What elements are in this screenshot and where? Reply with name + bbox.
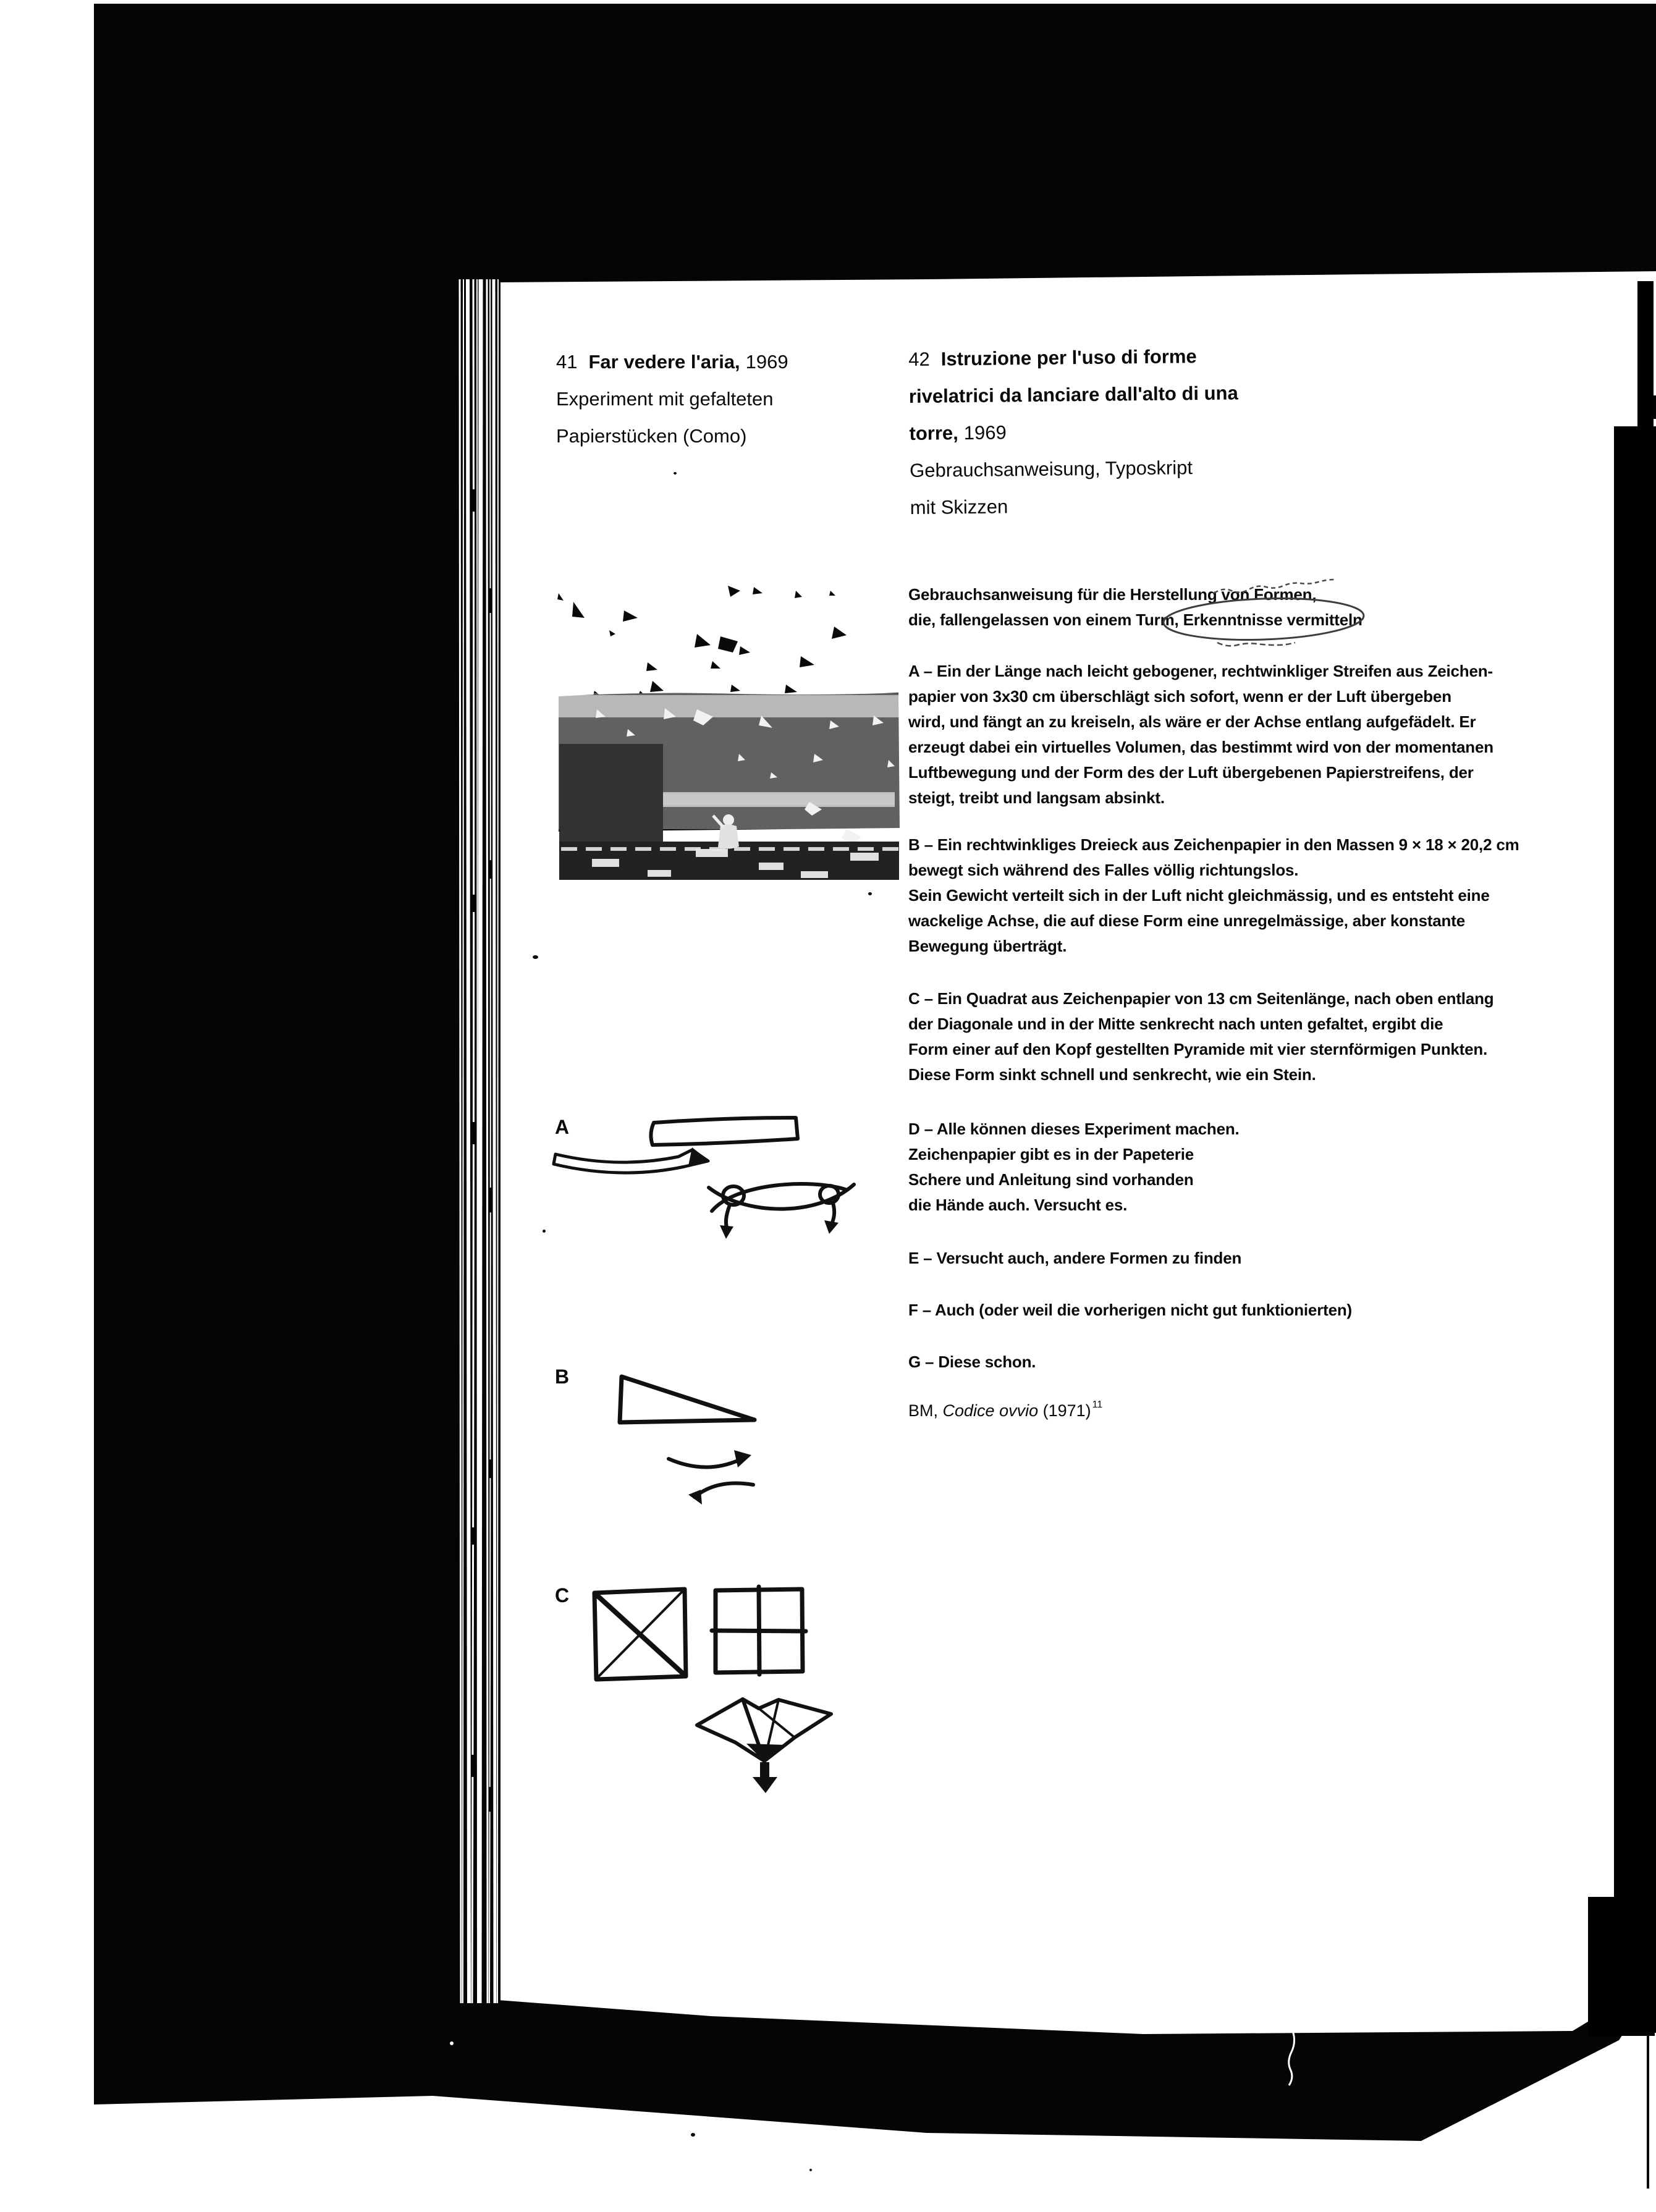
citation-footnote: 11 xyxy=(1092,1399,1103,1410)
paragraph-c-line: der Diagonale und in der Mitte senkrecht nach unten gefaltet, ergibt die xyxy=(908,1015,1443,1033)
paragraph-b xyxy=(908,832,1519,959)
citation xyxy=(908,1401,1101,1420)
paragraph-g: G – Diese schon. xyxy=(908,1353,1036,1371)
heading-line1: Gebrauchsanweisung für die Herstellung von Formen, xyxy=(908,585,1317,604)
photo-far-vedere-laria xyxy=(555,570,903,882)
scan-speck xyxy=(809,2169,812,2171)
stone-wall-left xyxy=(559,744,663,853)
caption-41-title: Far vedere l'aria, xyxy=(588,351,740,373)
scan-speck xyxy=(674,472,677,475)
caption-41-line1 xyxy=(556,344,788,381)
paragraph-d-line: Schere und Anleitung sind vorhanden xyxy=(908,1170,1194,1189)
caption-42-title-line1: Istruzione per l'uso di forme xyxy=(940,345,1197,370)
caption-41 xyxy=(556,344,788,455)
sketch-a-paper-strip xyxy=(550,1109,871,1245)
sky-paper-pieces xyxy=(557,586,847,701)
caption-42-line1 xyxy=(908,337,1238,378)
caption-42-title-line2: rivelatrici da lanciare dall'alto di una xyxy=(908,382,1238,407)
scan-speck xyxy=(543,1230,546,1233)
paragraph-b-line: Sein Gewicht verteilt sich in der Luft nicht gleichmässig, und es entsteht eine xyxy=(908,886,1490,905)
pencil-annotation xyxy=(1131,575,1421,658)
scan-speck xyxy=(691,2133,695,2137)
citation-prefix: BM, xyxy=(908,1401,943,1420)
drop-arrow xyxy=(753,1762,777,1793)
arrowhead-down-left xyxy=(688,1490,702,1505)
citation-suffix: (1971) xyxy=(1038,1401,1091,1420)
scan-speck xyxy=(533,955,538,959)
strip-flat xyxy=(651,1118,798,1145)
paragraph-a-line: Luftbewegung und der Form des der Luft übergebenen Papierstreifens, der xyxy=(908,763,1474,782)
paragraph-c-line: Diese Form sinkt schnell und senkrecht, wie ein Stein. xyxy=(908,1065,1316,1084)
sketch-c-label: C xyxy=(555,1584,570,1606)
paragraph-f: F – Auch (oder weil die vorherigen nicht gut funktionierten) xyxy=(908,1301,1352,1319)
caption-41-number: 41 xyxy=(556,351,578,373)
caption-42-line3 xyxy=(909,412,1238,452)
arrowhead-left xyxy=(720,1225,733,1239)
arrowhead-right xyxy=(824,1220,839,1234)
paragraph-b-line: B – Ein rechtwinkliges Dreieck aus Zeichenpapier in den Massen 9 × 18 × 20,2 cm xyxy=(908,835,1519,854)
paragraph-b-line: bewegt sich während des Falles völlig richtungslos. xyxy=(908,861,1299,879)
paragraph-a xyxy=(908,659,1493,811)
caption-42-number: 42 xyxy=(908,348,930,370)
right-triangle xyxy=(620,1377,754,1422)
caption-42 xyxy=(908,337,1240,526)
arrowhead-up-right xyxy=(734,1450,751,1467)
paragraph-d-line: D – Alle können dieses Experiment machen. xyxy=(908,1120,1240,1138)
paragraph-d-line: Zeichenpapier gibt es in der Papeterie xyxy=(908,1145,1194,1163)
caption-41-line3: Papierstücken (Como) xyxy=(556,425,747,447)
tumble-arrow-right xyxy=(669,1459,739,1467)
sketch-c-folding xyxy=(550,1576,853,1804)
spin-arrow-right xyxy=(832,1203,834,1224)
paragraph-e: E – Versucht auch, andere Formen zu finden xyxy=(908,1249,1242,1267)
spin-arrow-left xyxy=(726,1207,729,1229)
paragraph-b-line: Bewegung überträgt. xyxy=(908,937,1067,955)
paragraph-a-line: erzeugt dabei ein virtuelles Volumen, das bestimmt wird von der momentanen xyxy=(908,738,1493,756)
sketch-a-label: A xyxy=(555,1116,570,1138)
paragraph-d xyxy=(908,1117,1240,1218)
citation-work: Codice ovvio xyxy=(942,1401,1039,1420)
caption-42-line5: mit Skizzen xyxy=(910,496,1008,518)
caption-41-line2: Experiment mit gefalteten xyxy=(556,388,774,410)
paragraph-a-line: A – Ein der Länge nach leicht gebogener, rechtwinkliger Streifen aus Zeichen- xyxy=(908,662,1493,680)
paragraph-a-line: steigt, treibt und langsam absinkt. xyxy=(908,788,1165,807)
caption-42-year: 1969 xyxy=(963,421,1007,444)
sketch-b-triangle xyxy=(550,1362,779,1517)
caption-42-title-line3: torre, xyxy=(909,422,958,444)
paragraph-a-line: wird, und fängt an zu kreiseln, als wäre er der Achse entlang aufgefädelt. Er xyxy=(908,712,1476,731)
strip-curved xyxy=(554,1150,708,1173)
paragraph-a-line: papier von 3x30 cm überschlägt sich sofort, wenn er der Luft übergeben xyxy=(908,687,1451,706)
paragraph-b-line: wackelige Achse, die auf diese Form eine unregelmässige, aber konstante xyxy=(908,911,1465,930)
tumble-arrow-left xyxy=(695,1484,753,1498)
paragraph-c-line: Form einer auf den Kopf gestellten Pyramide mit vier sternförmigen Punkten. xyxy=(908,1040,1488,1058)
heading-line2: die, fallengelassen von einem Turm, Erkenntnisse vermitteln xyxy=(908,610,1362,629)
caption-42-line4: Gebrauchsanweisung, Typoskript xyxy=(910,457,1193,481)
caption-41-year: 1969 xyxy=(745,351,788,373)
paragraph-c-line: C – Ein Quadrat aus Zeichenpapier von 13 cm Seitenlänge, nach oben entlang xyxy=(908,989,1494,1008)
sketch-b-label: B xyxy=(555,1366,570,1388)
scan-speck xyxy=(868,892,872,895)
paragraph-d-line: die Hände auch. Versucht es. xyxy=(908,1196,1128,1214)
paragraph-c xyxy=(908,986,1493,1087)
